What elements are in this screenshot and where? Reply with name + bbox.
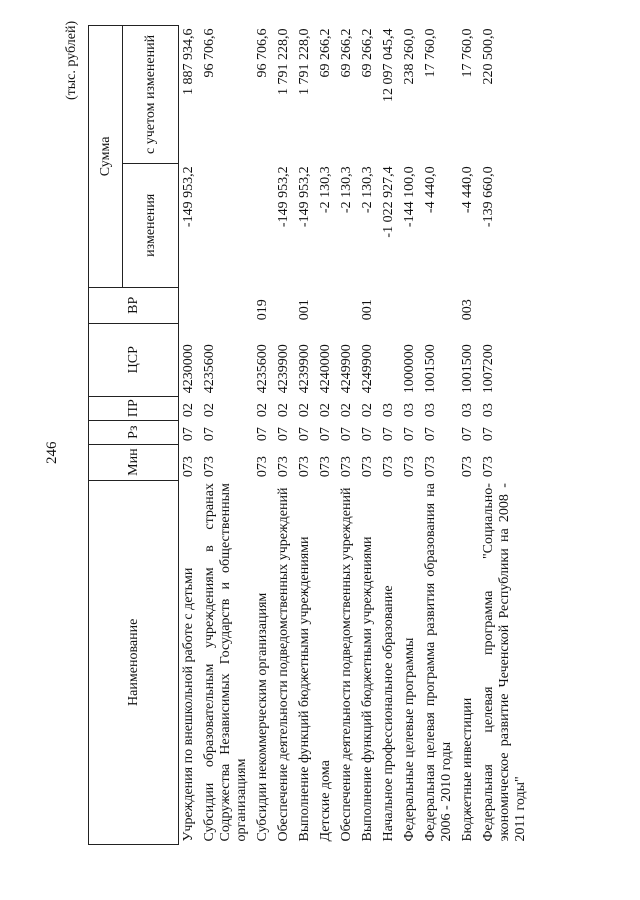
table-row <box>253 26 274 845</box>
table-row <box>458 26 479 845</box>
row-pr: 03 <box>402 403 417 418</box>
row-change: -1 022 927,4 <box>381 166 396 238</box>
row-change: -4 440,0 <box>460 166 475 214</box>
row-rz: 07 <box>318 427 333 442</box>
row-name: Обеспечение деятельности подведомственных учреждений <box>276 487 291 842</box>
row-total: 1 791 228,0 <box>276 28 291 95</box>
row-csr: 1001500 <box>460 344 475 394</box>
row-total: 69 266,2 <box>318 28 333 78</box>
row-pr: 02 <box>297 403 312 418</box>
row-min: 073 <box>381 456 396 478</box>
row-change: -139 660,0 <box>481 166 496 228</box>
row-csr: 1000000 <box>402 344 417 394</box>
table-row <box>179 26 201 845</box>
table-row <box>379 26 400 845</box>
row-min: 073 <box>202 456 217 478</box>
row-min: 073 <box>181 456 196 478</box>
row-rz: 07 <box>360 427 375 442</box>
row-rz: 07 <box>202 427 217 442</box>
row-csr: 4230000 <box>181 344 196 394</box>
header-sum-group: Сумма <box>89 26 123 288</box>
header-with-changes: с учетом изменений <box>123 26 179 164</box>
row-rz: 07 <box>460 427 475 442</box>
row-csr: 4249900 <box>339 344 354 394</box>
row-vr <box>400 287 421 323</box>
header-vr: ВР <box>89 287 179 323</box>
header-rz: Рз <box>89 420 179 444</box>
row-vr: 001 <box>360 299 375 321</box>
row-csr: 4240000 <box>318 344 333 394</box>
row-csr: 4235600 <box>202 344 217 394</box>
row-change: -149 953,2 <box>297 166 312 228</box>
row-change: -2 130,3 <box>360 166 375 214</box>
table-row <box>316 26 337 845</box>
table-row <box>421 26 458 845</box>
row-total: 238 260,0 <box>402 28 417 85</box>
row-total: 1 791 228,0 <box>297 28 312 95</box>
row-total: 17 760,0 <box>460 28 475 78</box>
row-pr: 02 <box>360 403 375 418</box>
table-body <box>179 26 533 845</box>
row-pr: 02 <box>276 403 291 418</box>
row-pr: 03 <box>460 403 475 418</box>
row-name: Детские дома <box>318 760 333 842</box>
row-change: -144 100,0 <box>402 166 417 228</box>
unit-label: (тыс. рублей) <box>64 20 79 100</box>
table-row <box>358 26 379 845</box>
row-csr: 4249900 <box>360 344 375 394</box>
row-pr: 02 <box>181 403 196 418</box>
row-vr <box>200 287 253 323</box>
row-vr <box>316 287 337 323</box>
header-name: Наименование <box>89 480 179 844</box>
row-pr: 03 <box>381 403 396 418</box>
row-total: 1 887 934,6 <box>181 28 196 95</box>
table-row <box>479 26 532 845</box>
table-row <box>200 26 253 845</box>
row-csr: 1007200 <box>481 344 496 394</box>
row-change: -2 130,3 <box>339 166 354 214</box>
row-vr <box>421 287 458 323</box>
row-csr: 4239900 <box>297 344 312 394</box>
row-name: Субсидии некоммерческим организациям <box>255 592 270 842</box>
row-pr: 02 <box>339 403 354 418</box>
row-vr: 003 <box>460 299 475 321</box>
header-changes: изменения <box>123 163 179 287</box>
row-change: -149 953,2 <box>181 166 196 228</box>
header-pr: ПР <box>89 396 179 420</box>
header-csr: ЦСР <box>89 323 179 396</box>
row-vr <box>379 287 400 323</box>
row-pr: 03 <box>481 403 496 418</box>
row-min: 073 <box>481 456 496 478</box>
row-csr <box>379 323 400 396</box>
row-change: -2 130,3 <box>318 166 333 214</box>
row-rz: 07 <box>381 427 396 442</box>
row-vr <box>179 287 201 323</box>
row-rz: 07 <box>481 427 496 442</box>
table-row <box>295 26 316 845</box>
row-vr <box>274 287 295 323</box>
row-min: 073 <box>402 456 417 478</box>
row-rz: 07 <box>255 427 270 442</box>
row-pr: 02 <box>318 403 333 418</box>
row-total: 96 706,6 <box>202 28 217 78</box>
row-rz: 07 <box>423 427 438 442</box>
row-name: Начальное профессиональное образование <box>381 585 396 842</box>
row-min: 073 <box>297 456 312 478</box>
table-row <box>400 26 421 845</box>
table-header <box>89 26 179 845</box>
row-change: -149 953,2 <box>276 166 291 228</box>
row-vr: 001 <box>297 299 312 321</box>
row-total: 12 097 045,4 <box>381 28 396 102</box>
row-vr <box>337 287 358 323</box>
row-change: -4 440,0 <box>423 166 438 214</box>
row-rz: 07 <box>181 427 196 442</box>
table-row <box>274 26 295 845</box>
row-min: 073 <box>423 456 438 478</box>
row-min: 073 <box>460 456 475 478</box>
row-min: 073 <box>360 456 375 478</box>
row-pr: 02 <box>255 403 270 418</box>
row-min: 073 <box>276 456 291 478</box>
row-total: 96 706,6 <box>255 28 270 78</box>
row-change <box>200 163 253 287</box>
row-rz: 07 <box>339 427 354 442</box>
row-change <box>253 163 274 287</box>
row-vr <box>479 287 532 323</box>
header-min: Мин <box>89 444 179 480</box>
row-name: Федеральные целевые программы <box>402 637 417 842</box>
row-total: 69 266,2 <box>339 28 354 78</box>
row-name: Учреждения по внешкольной работе с детьми <box>181 567 196 842</box>
row-pr: 02 <box>202 403 217 418</box>
row-total: 220 500,0 <box>481 28 496 85</box>
row-name: Обеспечение деятельности подведомственных учреждений <box>339 487 354 842</box>
row-min: 073 <box>339 456 354 478</box>
row-rz: 07 <box>402 427 417 442</box>
row-csr: 1001500 <box>423 344 438 394</box>
page-number: 246 <box>44 441 60 464</box>
row-rz: 07 <box>276 427 291 442</box>
row-total: 17 760,0 <box>423 28 438 78</box>
row-min: 073 <box>255 456 270 478</box>
row-name: Федеральная целевая программа развития образования на 2006 - 2010 годы <box>423 483 454 842</box>
row-pr: 03 <box>423 403 438 418</box>
row-vr: 019 <box>255 299 270 321</box>
row-rz: 07 <box>297 427 312 442</box>
row-name: Федеральная целевая программа "Социально-экономическое развитие Чеченской Республики на 2008 - 2011 годы" <box>481 483 528 842</box>
row-name: Выполнение функций бюджетными учреждениями <box>360 536 375 842</box>
row-name: Выполнение функций бюджетными учреждениями <box>297 536 312 842</box>
row-csr: 4235600 <box>255 344 270 394</box>
budget-table <box>88 25 532 845</box>
row-total: 69 266,2 <box>360 28 375 78</box>
table-row <box>337 26 358 845</box>
row-min: 073 <box>318 456 333 478</box>
row-name: Субсидии образовательным учреждениям в странах Содружества Независимых Государств и общественным организациям <box>202 483 249 842</box>
row-csr: 4239900 <box>276 344 291 394</box>
row-name: Бюджетные инвестиции <box>460 697 475 842</box>
